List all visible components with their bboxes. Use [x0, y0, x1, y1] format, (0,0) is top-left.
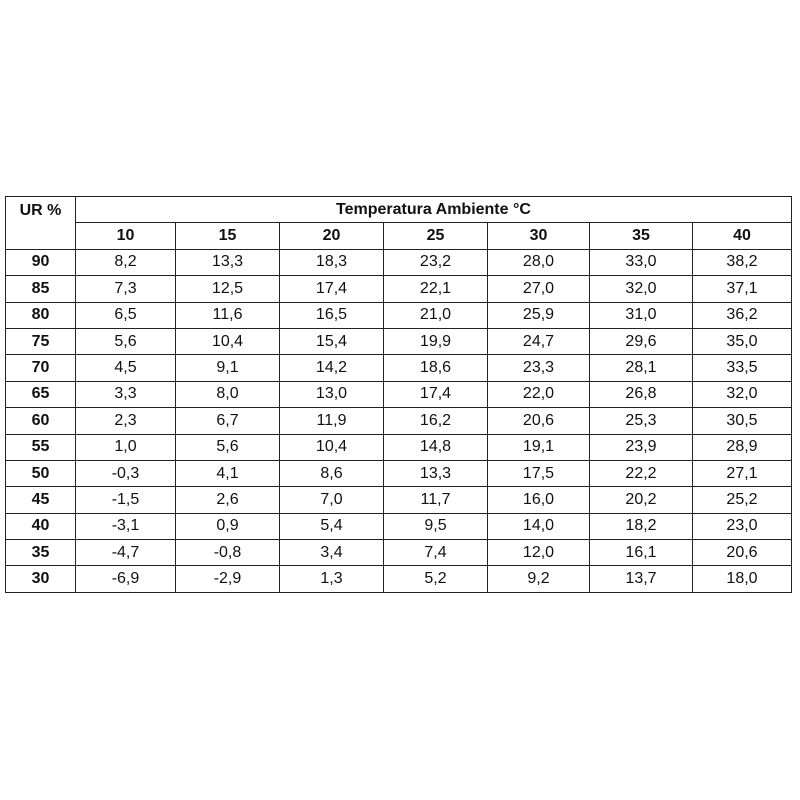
humidity-cell: 75	[6, 328, 76, 354]
dew-point-cell: 2,3	[76, 408, 176, 434]
dew-point-cell: 6,5	[76, 302, 176, 328]
dew-point-cell: 13,7	[590, 566, 693, 592]
table-row	[6, 408, 792, 434]
temperature-header-cell: 25	[384, 223, 488, 249]
dew-point-cell: 5,4	[280, 513, 384, 539]
dew-point-cell: 32,0	[590, 276, 693, 302]
dew-point-cell: 2,6	[176, 487, 280, 513]
dew-point-cell: 35,0	[693, 328, 792, 354]
relative-humidity-header: UR %	[6, 197, 76, 250]
dew-point-cell: 7,4	[384, 540, 488, 566]
dew-point-cell: 22,1	[384, 276, 488, 302]
table-row	[6, 249, 792, 275]
dew-point-cell: 18,6	[384, 355, 488, 381]
dew-point-cell: 33,0	[590, 249, 693, 275]
dew-point-cell: 14,2	[280, 355, 384, 381]
dew-point-cell: 29,6	[590, 328, 693, 354]
dew-point-cell: -6,9	[76, 566, 176, 592]
dew-point-cell: 19,9	[384, 328, 488, 354]
dew-point-cell: 20,2	[590, 487, 693, 513]
dew-point-cell: 5,6	[76, 328, 176, 354]
dew-point-cell: 36,2	[693, 302, 792, 328]
dew-point-cell: 4,5	[76, 355, 176, 381]
dew-point-cell: -1,5	[76, 487, 176, 513]
dew-point-cell: 20,6	[693, 540, 792, 566]
temperature-header-cell: 40	[693, 223, 792, 249]
table-row	[6, 540, 792, 566]
dew-point-cell: 9,5	[384, 513, 488, 539]
dew-point-cell: 28,0	[488, 249, 590, 275]
dew-point-cell: 9,1	[176, 355, 280, 381]
table-row	[6, 302, 792, 328]
dew-point-cell: -4,7	[76, 540, 176, 566]
dew-point-cell: 1,0	[76, 434, 176, 460]
dew-point-cell: 20,6	[488, 408, 590, 434]
table-row	[6, 328, 792, 354]
dew-point-cell: -2,9	[176, 566, 280, 592]
dew-point-cell: 22,2	[590, 460, 693, 486]
header-row-group	[6, 197, 792, 223]
humidity-cell: 80	[6, 302, 76, 328]
dew-point-cell: 7,3	[76, 276, 176, 302]
humidity-cell: 45	[6, 487, 76, 513]
dew-point-cell: 3,4	[280, 540, 384, 566]
dew-point-cell: 21,0	[384, 302, 488, 328]
humidity-cell: 70	[6, 355, 76, 381]
dew-point-cell: 23,3	[488, 355, 590, 381]
dew-point-cell: 30,5	[693, 408, 792, 434]
table-row	[6, 566, 792, 592]
ambient-temperature-header: Temperatura Ambiente °C	[76, 197, 792, 223]
table-row	[6, 460, 792, 486]
dew-point-cell: 14,8	[384, 434, 488, 460]
dew-point-cell: 19,1	[488, 434, 590, 460]
dew-point-cell: 7,0	[280, 487, 384, 513]
dew-point-cell: 16,0	[488, 487, 590, 513]
dew-point-cell: 25,3	[590, 408, 693, 434]
dew-point-cell: 22,0	[488, 381, 590, 407]
dew-point-cell: 12,0	[488, 540, 590, 566]
humidity-cell: 50	[6, 460, 76, 486]
table-body	[6, 249, 792, 592]
table-row	[6, 434, 792, 460]
table-row	[6, 513, 792, 539]
humidity-cell: 65	[6, 381, 76, 407]
dew-point-cell: 14,0	[488, 513, 590, 539]
dew-point-cell: 1,3	[280, 566, 384, 592]
dew-point-cell: 0,9	[176, 513, 280, 539]
dew-point-cell: 13,0	[280, 381, 384, 407]
dew-point-cell: 17,4	[384, 381, 488, 407]
dew-point-cell: 23,9	[590, 434, 693, 460]
dew-point-cell: 24,7	[488, 328, 590, 354]
dew-point-cell: 27,1	[693, 460, 792, 486]
dew-point-cell: 33,5	[693, 355, 792, 381]
humidity-cell: 85	[6, 276, 76, 302]
dew-point-cell: -0,3	[76, 460, 176, 486]
dew-point-cell: 8,0	[176, 381, 280, 407]
dew-point-cell: 13,3	[384, 460, 488, 486]
dew-point-cell: 12,5	[176, 276, 280, 302]
dew-point-cell: 28,9	[693, 434, 792, 460]
temperature-header-cell: 20	[280, 223, 384, 249]
dew-point-cell: 16,1	[590, 540, 693, 566]
table-row	[6, 487, 792, 513]
dew-point-cell: 3,3	[76, 381, 176, 407]
dew-point-cell: 27,0	[488, 276, 590, 302]
humidity-cell: 40	[6, 513, 76, 539]
dew-point-cell: 26,8	[590, 381, 693, 407]
dew-point-cell: 17,5	[488, 460, 590, 486]
dew-point-cell: 32,0	[693, 381, 792, 407]
dew-point-cell: 23,0	[693, 513, 792, 539]
dew-point-cell: 11,7	[384, 487, 488, 513]
dew-point-cell: 15,4	[280, 328, 384, 354]
dew-point-cell: 18,0	[693, 566, 792, 592]
dew-point-cell: 16,2	[384, 408, 488, 434]
dew-point-cell: 11,6	[176, 302, 280, 328]
dew-point-cell: 4,1	[176, 460, 280, 486]
temperature-header-cell: 10	[76, 223, 176, 249]
table-row	[6, 276, 792, 302]
dew-point-cell: 18,3	[280, 249, 384, 275]
dew-point-cell: 37,1	[693, 276, 792, 302]
dew-point-cell: 16,5	[280, 302, 384, 328]
dew-point-cell: 11,9	[280, 408, 384, 434]
humidity-cell: 30	[6, 566, 76, 592]
dew-point-cell: 18,2	[590, 513, 693, 539]
dew-point-cell: -3,1	[76, 513, 176, 539]
dew-point-cell: 8,6	[280, 460, 384, 486]
dew-point-cell: -0,8	[176, 540, 280, 566]
dew-point-cell: 25,9	[488, 302, 590, 328]
dew-point-cell: 25,2	[693, 487, 792, 513]
temperature-header-cell: 30	[488, 223, 590, 249]
dew-point-cell: 8,2	[76, 249, 176, 275]
dew-point-cell: 13,3	[176, 249, 280, 275]
dew-point-cell: 23,2	[384, 249, 488, 275]
dew-point-cell: 5,2	[384, 566, 488, 592]
table-row	[6, 355, 792, 381]
temperature-header-row	[6, 223, 792, 249]
table-row	[6, 381, 792, 407]
dew-point-cell: 28,1	[590, 355, 693, 381]
dew-point-cell: 10,4	[176, 328, 280, 354]
dew-point-cell: 6,7	[176, 408, 280, 434]
dew-point-cell: 17,4	[280, 276, 384, 302]
dew-point-cell: 5,6	[176, 434, 280, 460]
humidity-cell: 60	[6, 408, 76, 434]
humidity-cell: 55	[6, 434, 76, 460]
dew-point-cell: 10,4	[280, 434, 384, 460]
humidity-cell: 35	[6, 540, 76, 566]
humidity-cell: 90	[6, 249, 76, 275]
dew-point-table	[5, 196, 792, 593]
temperature-header-cell: 35	[590, 223, 693, 249]
temperature-header-cell: 15	[176, 223, 280, 249]
dew-point-cell: 38,2	[693, 249, 792, 275]
dew-point-cell: 31,0	[590, 302, 693, 328]
dew-point-cell: 9,2	[488, 566, 590, 592]
